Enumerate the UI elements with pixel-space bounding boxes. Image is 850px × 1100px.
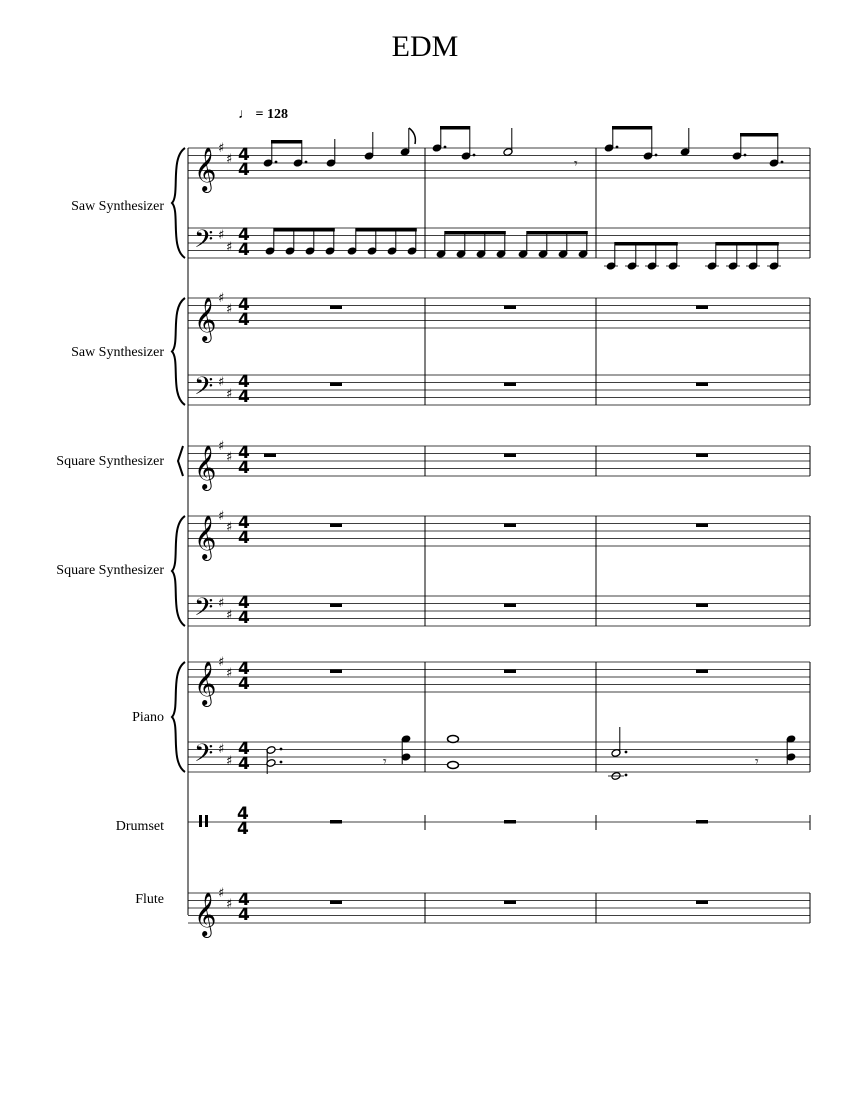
beam — [356, 228, 417, 232]
tempo-text: = 128 — [255, 107, 288, 122]
beam — [615, 242, 678, 246]
time-signature-top: 4 — [238, 593, 250, 613]
treble-clef-icon: 𝄞 — [194, 892, 217, 936]
eighth-rest-icon: 𝄾 — [383, 754, 387, 770]
bass-clef-icon: 𝄢 — [194, 372, 214, 407]
whole-rest-icon — [696, 670, 708, 674]
treble-clef-icon: 𝄞 — [194, 297, 217, 341]
dot-icon — [625, 751, 628, 754]
instrument-label-square-synth-1: Square Synthesizer — [56, 454, 164, 469]
percussion-clef-icon — [205, 815, 208, 827]
beam — [740, 133, 778, 137]
time-signature-top: 4 — [238, 372, 250, 392]
treble-clef-icon: 𝄞 — [194, 445, 217, 489]
flag-icon: ♪ — [409, 141, 410, 142]
sharp-c-icon: ♯ — [226, 666, 233, 681]
whole-rest-icon — [504, 820, 516, 824]
time-signature-top: 4 — [238, 295, 250, 315]
whole-rest-icon — [696, 306, 708, 310]
dot-icon — [744, 154, 747, 157]
time-signature-bottom: 4 — [238, 240, 250, 260]
sharp-f-icon: ♯ — [218, 228, 225, 243]
sharp-f-icon: ♯ — [218, 439, 225, 454]
sharp-f-icon: ♯ — [218, 886, 225, 901]
dot-icon — [305, 161, 308, 164]
treble-clef-icon: 𝄞 — [194, 661, 217, 705]
sharp-c-icon: ♯ — [226, 302, 233, 317]
whole-rest-icon — [696, 454, 708, 458]
time-signature-bottom: 4 — [238, 608, 250, 628]
whole-rest-icon — [696, 820, 708, 824]
flag-icon — [409, 128, 415, 144]
whole-rest-icon — [330, 524, 342, 528]
beam — [527, 231, 588, 235]
eighth-rest-icon: 𝄾 — [755, 754, 759, 770]
bass-clef-icon: 𝄢 — [194, 593, 214, 628]
whole-rest-icon — [504, 383, 516, 387]
eighth-rest-icon: 𝄾 — [574, 156, 578, 172]
instrument-label-flute: Flute — [135, 892, 164, 907]
time-signature-top: 4 — [238, 890, 250, 910]
time-signature-bottom: 4 — [238, 674, 250, 694]
score-title: EDM — [391, 30, 459, 63]
whole-rest-icon — [696, 604, 708, 608]
sharp-c-icon: ♯ — [226, 897, 233, 912]
dot-icon — [625, 774, 628, 777]
sharp-c-icon: ♯ — [226, 240, 233, 255]
sharp-f-icon: ♯ — [218, 375, 225, 390]
dot-icon — [655, 154, 658, 157]
sharp-f-icon: ♯ — [218, 291, 225, 306]
dot-icon — [473, 154, 476, 157]
whole-rest-icon — [330, 604, 342, 608]
whole-rest-icon — [330, 901, 342, 905]
whole-rest-icon — [504, 524, 516, 528]
whole-rest-icon — [696, 524, 708, 528]
instrument-label-saw-synth-1: Saw Synthesizer — [71, 199, 164, 214]
time-signature-bottom: 4 — [238, 387, 250, 407]
whole-rest-icon — [696, 383, 708, 387]
sharp-f-icon: ♯ — [218, 596, 225, 611]
brace-icon — [172, 148, 185, 258]
sharp-f-icon: ♯ — [218, 742, 225, 757]
sharp-c-icon: ♯ — [226, 450, 233, 465]
whole-note — [448, 762, 459, 769]
time-signature-top: 4 — [238, 659, 250, 679]
sharp-f-icon: ♯ — [218, 509, 225, 524]
sharp-f-icon: ♯ — [218, 141, 225, 156]
dot-icon — [781, 161, 784, 164]
brace-icon — [172, 516, 185, 626]
dot-icon — [444, 146, 447, 149]
instrument-label-drumset: Drumset — [115, 819, 164, 834]
time-signature-top: 4 — [238, 739, 250, 759]
time-signature-top: 4 — [238, 225, 250, 245]
sharp-c-icon: ♯ — [226, 387, 233, 402]
treble-clef-icon: 𝄞 — [194, 515, 217, 559]
brace-icon — [172, 662, 185, 772]
time-signature-top: 4 — [238, 513, 250, 533]
beam — [445, 231, 506, 235]
time-signature-top: 4 — [238, 145, 250, 165]
whole-note — [448, 736, 459, 743]
treble-clef-icon: 𝄞 — [194, 147, 217, 191]
time-signature-bottom: 4 — [238, 458, 250, 478]
time-signature-bottom: 4 — [238, 160, 250, 180]
sharp-c-icon: ♯ — [226, 608, 233, 623]
time-signature-bottom: 4 — [238, 528, 250, 548]
whole-rest-icon — [504, 454, 516, 458]
whole-rest-icon — [264, 454, 276, 458]
whole-rest-icon — [330, 306, 342, 310]
time-signature-bottom: 4 — [238, 905, 250, 925]
dot-icon — [616, 146, 619, 149]
beam — [440, 126, 470, 130]
whole-rest-icon — [330, 820, 342, 824]
whole-rest-icon — [504, 670, 516, 674]
dot-icon — [280, 761, 283, 764]
whole-rest-icon — [504, 604, 516, 608]
dot-icon — [280, 748, 283, 751]
whole-rest-icon — [696, 901, 708, 905]
bass-clef-icon: 𝄢 — [194, 225, 214, 260]
dot-icon — [275, 161, 278, 164]
whole-rest-icon — [504, 901, 516, 905]
time-signature-top: 4 — [237, 804, 249, 824]
time-signature-bottom: 4 — [238, 754, 250, 774]
beam — [274, 228, 335, 232]
beam — [271, 140, 302, 144]
time-signature-top: 4 — [238, 443, 250, 463]
instrument-label-piano: Piano — [132, 710, 164, 725]
sharp-c-icon: ♯ — [226, 754, 233, 769]
instrument-label-saw-synth-2: Saw Synthesizer — [71, 345, 164, 360]
bracket-icon — [178, 446, 183, 476]
sharp-c-icon: ♯ — [226, 152, 233, 167]
quarter-note-icon: ♩ — [238, 107, 252, 122]
percussion-clef-icon — [199, 815, 202, 827]
time-signature-bottom: 4 — [238, 310, 250, 330]
whole-rest-icon — [504, 306, 516, 310]
bass-clef-icon: 𝄢 — [194, 739, 214, 774]
whole-rest-icon — [330, 670, 342, 674]
sharp-f-icon: ♯ — [218, 655, 225, 670]
beam — [716, 242, 779, 246]
time-signature-bottom: 4 — [237, 819, 249, 839]
beam — [612, 126, 652, 130]
instrument-label-square-synth-2: Square Synthesizer — [56, 563, 164, 578]
brace-icon — [172, 298, 185, 405]
whole-rest-icon — [330, 383, 342, 387]
sharp-c-icon: ♯ — [226, 520, 233, 535]
